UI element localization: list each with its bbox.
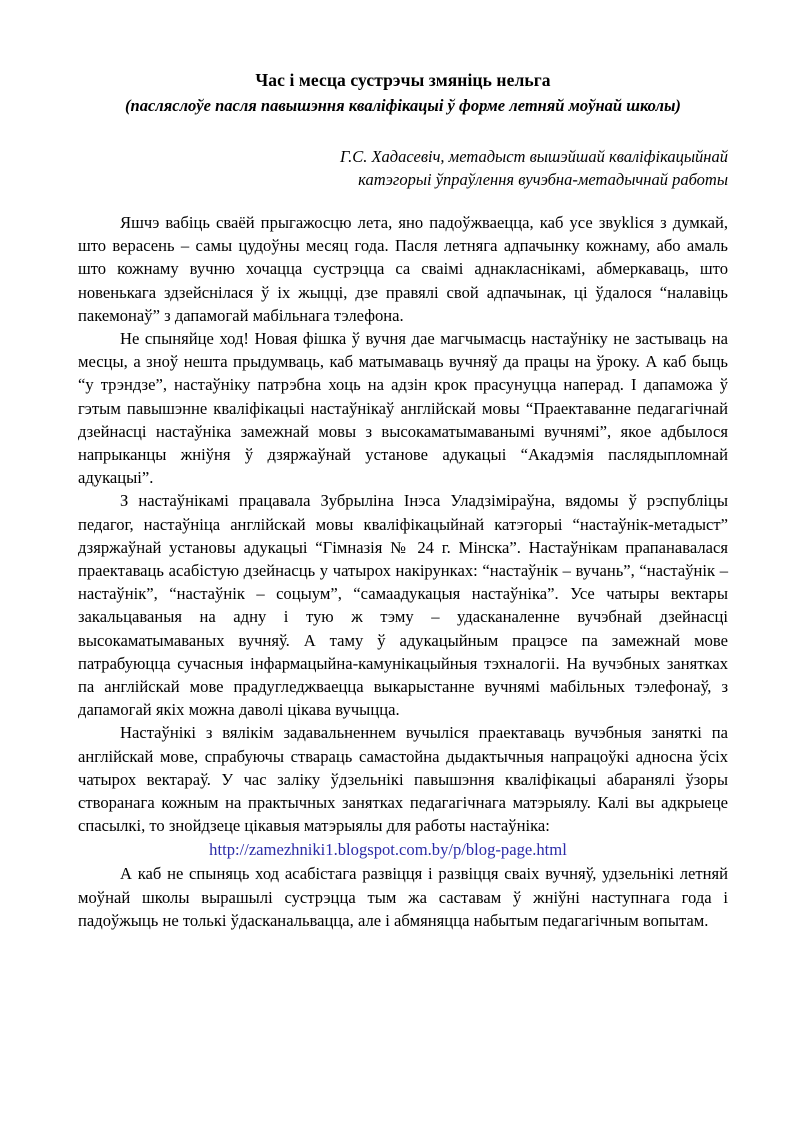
paragraph: Не спыняйце ход! Новая фішка ў вучня дае магчымасць настаўніку не застываць на месцы, а зноў нешта прыдумваць, каб матымаваць вучняў да працы на ўроку. А каб быць “у трэндзе”, настаўніку патрэбна хоць на адзін крок прасунуцца наперад. І дапаможа ў гэтым павышэнне кваліфікацыі настаўнікаў англійскай мовы “Праектаванне педагагічнай дзейнасці настаўніка замежнай мовы з высокаматымаванымі вучнямі”, якое адбылося напрыканцы жніўня ў дзяржаўнай установе адукацыі “Акадэмія паслядыпломнай адукацыі”. [78,329,728,488]
page-subtitle: (пасляслоўе пасля павышэння кваліфікацыі ў форме летняй моўнай школы) [125,96,681,115]
byline-line-1: Г.С. Хадасевіч, метадыст вышэйшай кваліфікацыйнай [339,147,728,166]
paragraph: А каб не спыняць ход асабістага развіцця і развіцця сваіх вучняў, удзельнікі летняй моўнай школы вырашылі сустрэцца тым жа саставам ў жніўні наступнага года і падоўжыць не толькі ўдасканальвацца, але і абмяняцца набытым педагагічным вопытам. [78,864,728,930]
byline-line-2: катэгорыі ўпраўлення вучэбна-метадычнай работы [358,170,728,189]
paragraph: Яшчэ вабіць сваёй прыгажосцю лета, яно падоўжваецца, каб усе звykliся з думкай, што верасень – самы цудоўны месяц года. Пасля летняга адпачынку кожнаму, або амаль што кожнаму вучню хочацца сустрэцца са сваімі аднакласнікамі, абмеркаваць, што новенькага здзейснілася ў іх жыцці, дзе правялі свой адпачынак, ці ўдалося “налавіць пакемонаў” з дапамогай мабільнага тэлефона. [78,213,728,325]
blog-link[interactable]: http://zamezhniki1.blogspot.com.by/p/blog-page.html [209,840,567,860]
page-title: Час і месца сустрэчы змяніць нельга [255,70,551,90]
paragraph: З настаўнікамі працавала Зубрыліна Інэса Уладзіміраўна, вядомы ў рэспубліцы педагог, настаўніца англійскай мовы кваліфікацыйнай катэгорыі “настаўнік-метадыст” дзяржаўнай установы адукацыі “Гімназія № 24 г. Мінска”. Настаўнікам прапанавалася праектаваць асабістую дзейнасць у чатырох накірунках: “настаўнік – вучань”, “настаўнік – настаўнік”, “настаўнік – соцыум”, “самаадукацыя настаўніка”. Усе чатыры вектары закальцаваныя на адну і тую ж тэму – удасканаленне вучэбнай дзейнасці высокаматымаваных вучняў. А таму ў адукацыйным працэсе па замежнай мове патрабуюцца сучасныя інфармацыйна-камунікацыйныя тэхналогіі. На вучэбных занятках па англійскай мове прадугледжваецца выкарыстанне вучнямі мабільных тэлефонаў, з дапамогай якіх можна даволі цікава вучыцца. [78,491,728,720]
paragraph: Настаўнікі з вялікім задавальненнем вучыліся праектаваць вучэбныя заняткі па англійскай мове, спрабуючы ствараць самастойна дыдактычныя напрацоўкі адносна ўсіх чатырох вектараў. У час заліку ўдзельнікі павышэння кваліфікацыі абаранялі ўзоры створанага кожным на практычных занятках педагагічнага матэрыялу. Калі вы адкрыеце спасылкі, то знойдзеце цікавыя матэрыялы для работы настаўніка: [78,723,728,836]
body-content [78,211,728,932]
blog-link-line [78,837,728,862]
byline [78,145,728,191]
